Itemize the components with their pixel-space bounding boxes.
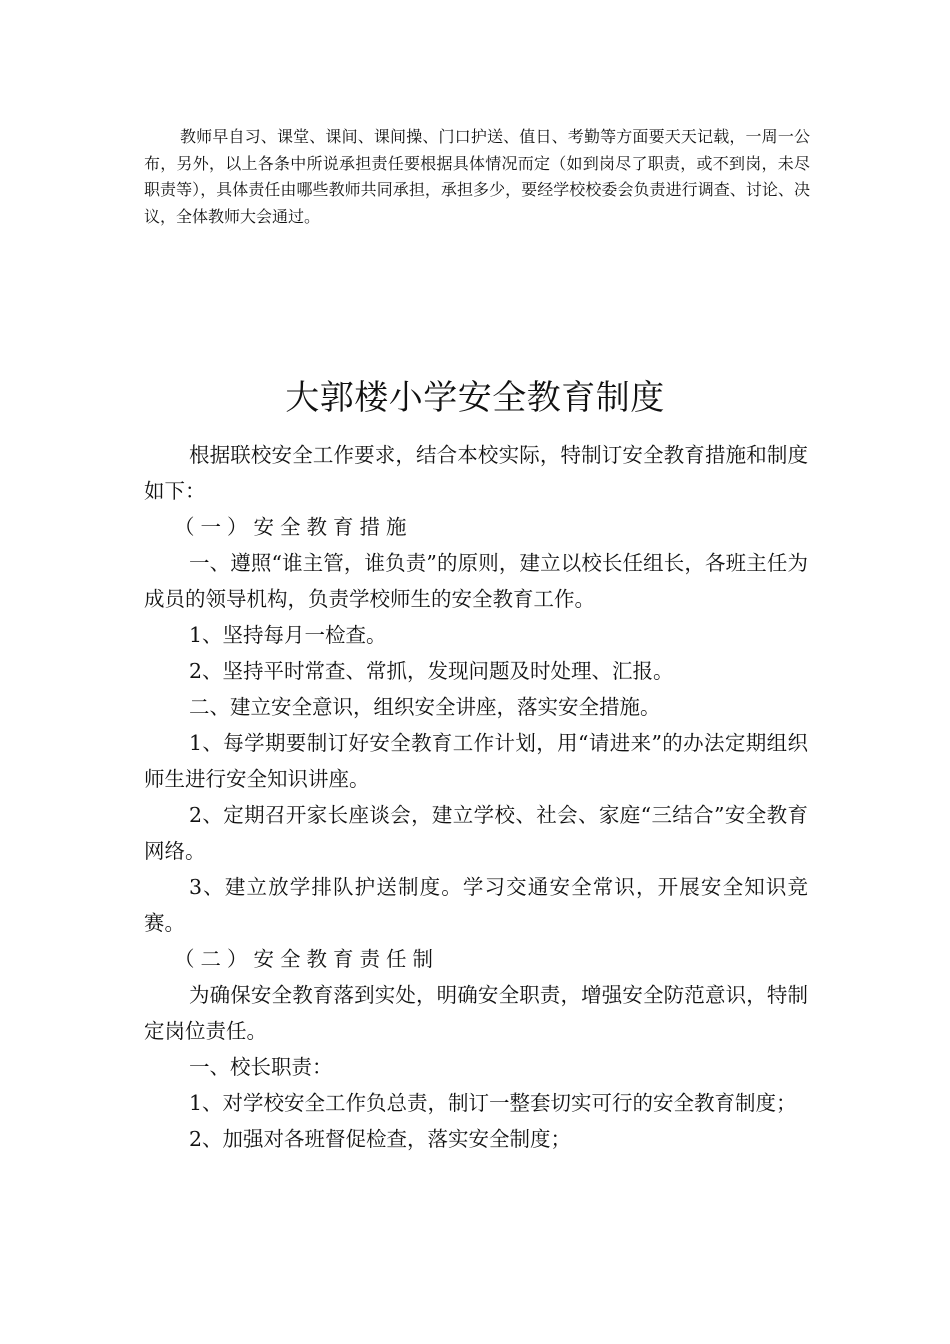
document-body [144,437,808,1157]
body-paragraph: 2、加强对各班督促检查，落实安全制度； [189,1127,572,1151]
body-paragraph: 1、坚持每月一检查。 [189,623,387,647]
section-heading: （二）安全教育责任制 [174,947,439,971]
body-paragraph: 一、遵照“谁主管，谁负责”的原则，建立以校长任组长，各班主任为成员的领导机构，负责学校师生的安全教育工作。 [144,551,808,611]
document-title: 大郭楼小学安全教育制度 [285,378,665,418]
body-paragraph: 为确保安全教育落到实处，明确安全职责，增强安全防范意识，特制定岗位责任。 [144,983,808,1043]
body-paragraph: 一、校长职责： [189,1055,333,1079]
body-paragraph: 2、坚持平时常查、常抓，发现问题及时处理、汇报。 [189,659,674,683]
body-paragraph: 1、每学期要制订好安全教育工作计划，用“请进来”的办法定期组织师生进行安全知识讲座。 [144,731,808,791]
body-paragraph: 1、对学校安全工作负总责，制订一整套切实可行的安全教育制度； [189,1091,797,1115]
intro-paragraph: 教师早自习、课堂、课间、课间操、门口护送、值日、考勤等方面要天天记载，一周一公布，另外，以上各条中所说承担责任要根据具体情况而定（如到岗尽了职责，或不到岗，未尽职责等），具体责任由哪些教师共同承担，承担多少，要经学校校委会负责进行调查、讨论、决议，全体教师大会通过。 [144,127,810,226]
body-paragraph: 二、建立安全意识，组织安全讲座，落实安全措施。 [189,695,661,719]
section-heading: （一）安全教育措施 [174,515,413,539]
body-paragraph: 根据联校安全工作要求，结合本校实际，特制订安全教育措施和制度如下： [144,443,808,503]
body-paragraph: 2、定期召开家长座谈会，建立学校、社会、家庭“三结合”安全教育网络。 [144,803,808,863]
body-paragraph: 3、建立放学排队护送制度。学习交通安全常识，开展安全知识竞赛。 [144,875,808,935]
